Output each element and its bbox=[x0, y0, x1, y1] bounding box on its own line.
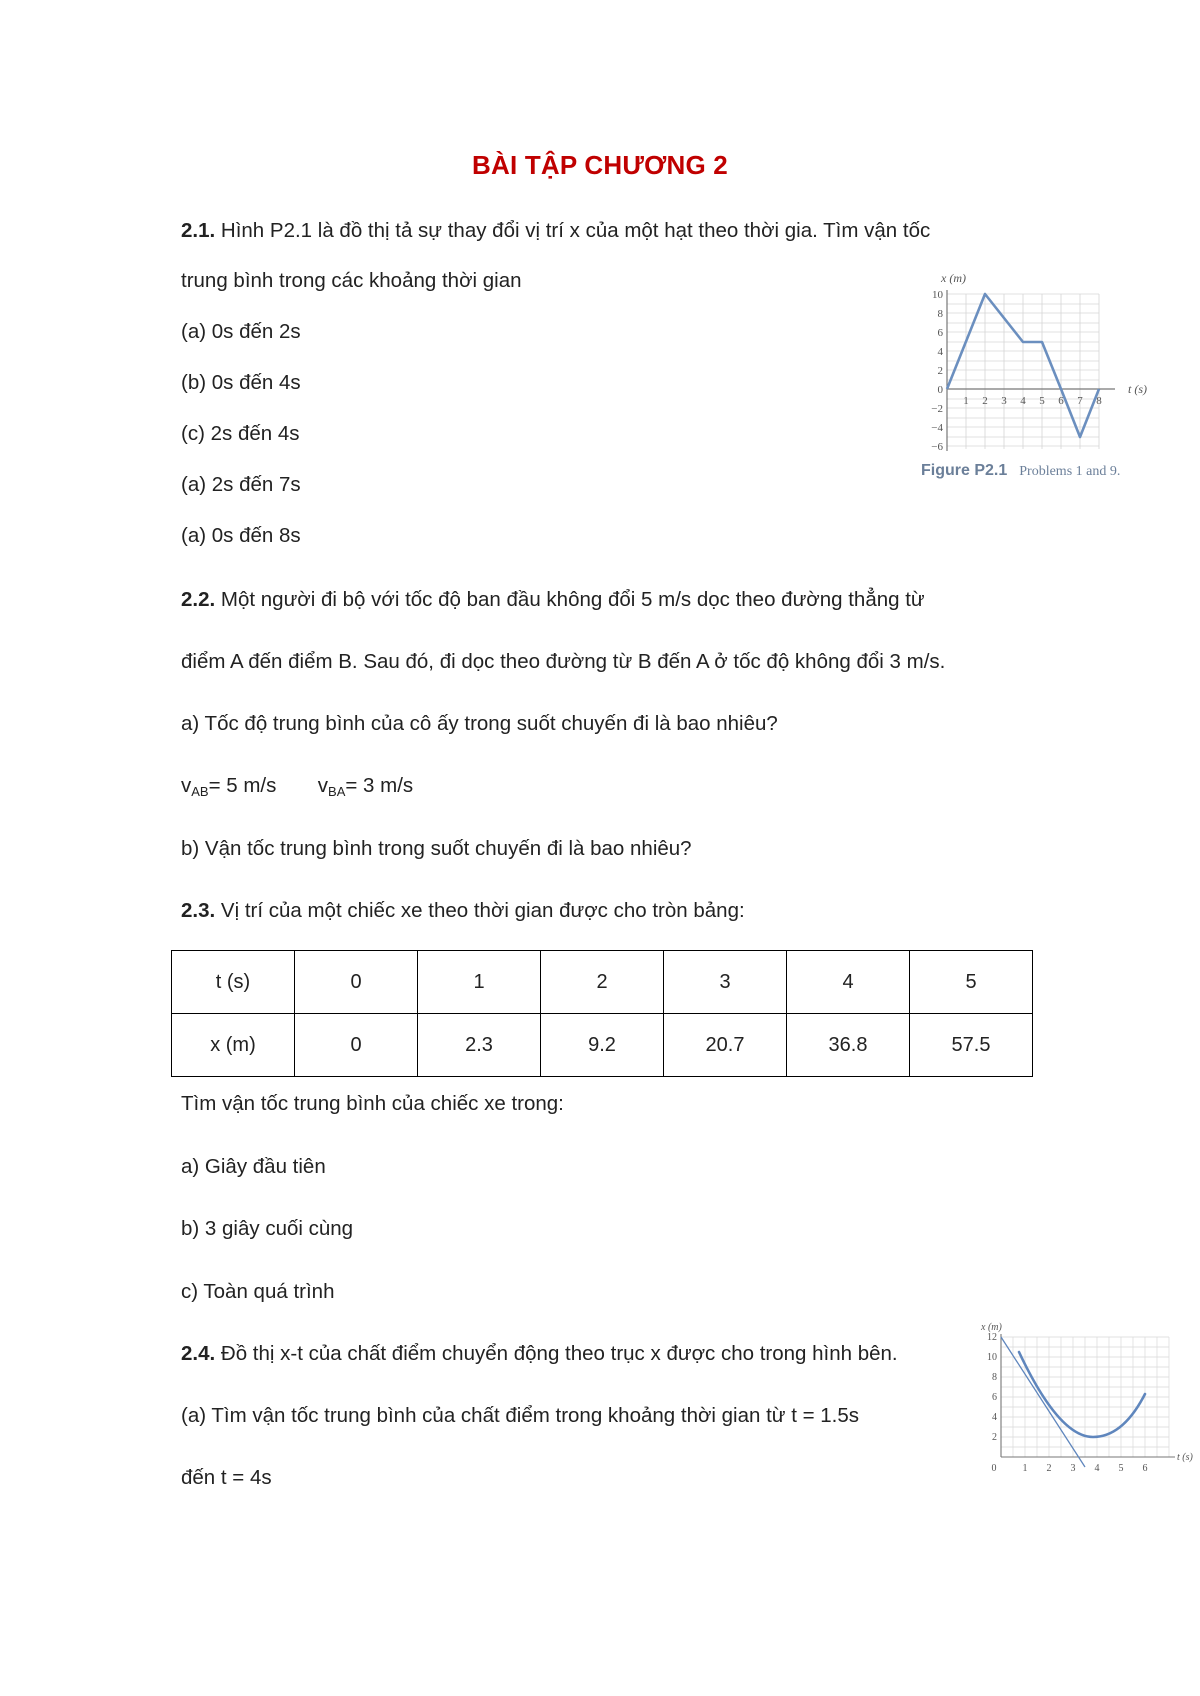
table-cell: x (m) bbox=[172, 1014, 295, 1077]
ytick: 10 bbox=[987, 1352, 997, 1363]
problem-2-2-question-a: a) Tốc độ trung bình của cô ấy trong suốt chuyến đi là bao nhiêu? bbox=[181, 712, 778, 735]
xtick: 1 bbox=[1022, 1463, 1028, 1474]
caption-label: Figure P2.1 bbox=[921, 462, 1008, 479]
table-cell: 4 bbox=[787, 951, 910, 1014]
problem-number: 2.3. bbox=[181, 899, 216, 922]
figure-2-4-graph bbox=[975, 1322, 1200, 1492]
problem-number: 2.2. bbox=[181, 588, 216, 611]
figure-2-4-ylabel: x (m) bbox=[981, 1322, 1002, 1333]
page-title: BÀI TẬP CHƯƠNG 2 bbox=[472, 150, 728, 180]
problem-2-4-line-2: (a) Tìm vận tốc trung bình của chất điểm trong khoảng thời gian từ t = 1.5s bbox=[181, 1404, 860, 1427]
ytick: 6 bbox=[937, 327, 943, 339]
figure-p2-1-yticks bbox=[931, 289, 943, 453]
table-cell: 1 bbox=[418, 951, 541, 1014]
v-ab-value: = 5 m/s bbox=[208, 774, 277, 797]
problem-number: 2.1. bbox=[181, 219, 216, 242]
table-cell: 9.2 bbox=[541, 1014, 664, 1077]
problem-2-2-line-2: điểm A đến điểm B. Sau đó, đi dọc theo đường từ B đến A ở tốc độ không đổi 3 m/s. bbox=[181, 650, 946, 673]
problem-2-2-question-b: b) Vận tốc trung bình trong suốt chuyến đi là bao nhiêu? bbox=[181, 837, 692, 860]
problem-2-1-line-2: trung bình trong các khoảng thời gian bbox=[181, 269, 522, 292]
problem-text: Vị trí của một chiếc xe theo thời gian được cho tròn bảng: bbox=[215, 899, 745, 922]
xtick: 0 bbox=[991, 1463, 997, 1474]
v-ab-symbol: v bbox=[181, 774, 192, 797]
problem-2-3-line-1 bbox=[181, 898, 745, 924]
ytick: −2 bbox=[931, 403, 943, 415]
figure-2-4-xticks bbox=[992, 1463, 1148, 1474]
v-ba-subscript: BA bbox=[328, 784, 346, 799]
figure-2-4-yticks bbox=[987, 1332, 997, 1443]
problem-2-1-item-e: (a) 0s đến 8s bbox=[181, 524, 301, 547]
ytick: −6 bbox=[931, 441, 943, 453]
problem-2-4-line-1 bbox=[181, 1341, 898, 1367]
xtick: 2 bbox=[982, 395, 988, 407]
v-ba-value: = 3 m/s bbox=[345, 774, 414, 797]
table-cell: 36.8 bbox=[787, 1014, 910, 1077]
figure-p2-1-xlabel: t (s) bbox=[1128, 382, 1147, 396]
figure-p2-1-xticks bbox=[963, 395, 1102, 407]
xtick: 4 bbox=[1094, 1463, 1100, 1474]
ytick: 8 bbox=[937, 308, 943, 320]
xtick: 6 bbox=[1058, 395, 1064, 407]
ytick: 8 bbox=[992, 1372, 997, 1383]
xtick: 2 bbox=[1046, 1463, 1052, 1474]
table-cell: 2.3 bbox=[418, 1014, 541, 1077]
problem-2-3-item-b: b) 3 giây cuối cùng bbox=[181, 1217, 354, 1240]
caption-text: Problems 1 and 9. bbox=[1019, 464, 1121, 479]
xtick: 6 bbox=[1142, 1463, 1148, 1474]
ytick: 12 bbox=[987, 1332, 997, 1343]
table-cell: 0 bbox=[295, 1014, 418, 1077]
figure-2-4 bbox=[975, 1322, 1200, 1497]
xtick: 4 bbox=[1020, 395, 1026, 407]
problem-2-1-line-1 bbox=[181, 218, 930, 244]
xtick: 3 bbox=[1070, 1463, 1076, 1474]
ytick: 10 bbox=[932, 289, 943, 301]
problem-2-1-item-c: (c) 2s đến 4s bbox=[181, 422, 300, 445]
ytick: 4 bbox=[937, 346, 943, 358]
position-time-table bbox=[171, 950, 1033, 1077]
table-cell: 20.7 bbox=[664, 1014, 787, 1077]
xtick: 8 bbox=[1096, 395, 1102, 407]
figure-p2-1-ylabel: x (m) bbox=[941, 271, 966, 285]
ytick: 2 bbox=[992, 1432, 997, 1443]
problem-number: 2.4. bbox=[181, 1342, 216, 1365]
xtick: 5 bbox=[1039, 395, 1045, 407]
ytick: 6 bbox=[992, 1392, 997, 1403]
ytick: 2 bbox=[937, 365, 943, 377]
ytick: −4 bbox=[931, 422, 943, 434]
v-ba-symbol: v bbox=[317, 774, 329, 797]
figure-2-4-xlabel: t (s) bbox=[1177, 1452, 1193, 1463]
xtick: 7 bbox=[1077, 395, 1083, 407]
v-ab-subscript: AB bbox=[191, 784, 209, 799]
table-cell: 3 bbox=[664, 951, 787, 1014]
problem-2-1-item-a: (a) 0s đến 2s bbox=[181, 320, 301, 343]
table-cell: 2 bbox=[541, 951, 664, 1014]
problem-2-1-item-b: (b) 0s đến 4s bbox=[181, 371, 301, 394]
figure-2-4-tangent-line bbox=[1001, 1337, 1085, 1467]
problem-text: Hình P2.1 là đồ thị tả sự thay đổi vị trí x của một hạt theo thời gia. Tìm vận tốc bbox=[215, 219, 931, 242]
figure-p2-1 bbox=[921, 265, 1175, 505]
problem-2-1-item-d: (a) 2s đến 7s bbox=[181, 473, 301, 496]
table-cell: 57.5 bbox=[910, 1014, 1033, 1077]
ytick: 0 bbox=[937, 384, 943, 396]
table-row bbox=[172, 1014, 1033, 1077]
problem-text: Một người đi bộ với tốc độ ban đầu không đổi 5 m/s dọc theo đường thẳng từ bbox=[215, 588, 925, 611]
problem-2-2-velocities bbox=[181, 773, 413, 805]
problem-2-2-line-1 bbox=[181, 587, 925, 613]
problem-2-3-item-a: a) Giây đầu tiên bbox=[181, 1155, 326, 1178]
problem-text: Đồ thị x-t của chất điểm chuyển động theo trục x được cho trong hình bên. bbox=[215, 1342, 898, 1365]
xtick: 3 bbox=[1001, 395, 1007, 407]
problem-2-3-line-2: Tìm vận tốc trung bình của chiếc xe trong: bbox=[181, 1092, 564, 1115]
xtick: 5 bbox=[1118, 1463, 1124, 1474]
figure-p2-1-caption bbox=[921, 462, 1120, 480]
table-cell: 0 bbox=[295, 951, 418, 1014]
xtick: 1 bbox=[963, 395, 969, 407]
table-cell: 5 bbox=[910, 951, 1033, 1014]
table-row bbox=[172, 951, 1033, 1014]
problem-2-3-item-c: c) Toàn quá trình bbox=[181, 1280, 335, 1303]
table-cell: t (s) bbox=[172, 951, 295, 1014]
problem-2-4-line-3: đến t = 4s bbox=[181, 1466, 272, 1489]
ytick: 4 bbox=[992, 1412, 997, 1423]
